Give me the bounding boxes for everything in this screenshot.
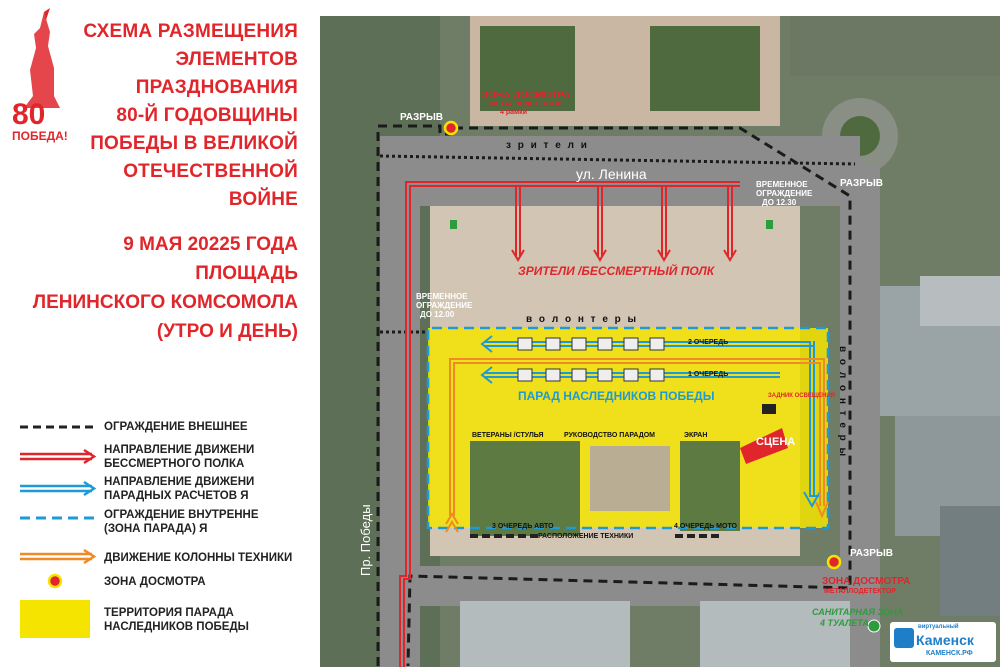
legend-label: ДВИЖЕНИЕ КОЛОННЫ ТЕХНИКИ xyxy=(104,552,293,564)
legend-line: НАПРАВЛЕНИЕ ДВИЖЕНИ xyxy=(104,476,255,488)
gap-label-right: РАЗРЫВ xyxy=(840,178,883,189)
sanitary-zone-label: САНИТАРНАЯ ЗОНА xyxy=(812,607,904,617)
dashed-black-line-icon xyxy=(18,417,98,437)
legend-label xyxy=(104,443,254,471)
title-line: СХЕМА РАЗМЕЩЕНИЯ xyxy=(83,21,298,42)
title-line: ПОБЕДЫ В ВЕЛИКОЙ xyxy=(90,133,298,154)
legend-label xyxy=(104,606,249,634)
veterans-label: ВЕТЕРАНЫ /СТУЛЬЯ xyxy=(472,432,544,439)
queue-label: 1 ОЧЕРЕДЬ xyxy=(688,371,729,378)
temp-fence-label: ВРЕМЕННОЕ xyxy=(416,292,468,301)
street-label: ул. Ленина xyxy=(576,166,647,182)
legend-outer-fence xyxy=(18,415,318,445)
legend-line: НАСЛЕДНИКОВ ПОБЕДЫ xyxy=(104,621,249,633)
gap-label-left: РАЗРЫВ xyxy=(400,112,443,123)
yellow-square-icon xyxy=(20,600,90,638)
queue-label: 2 ОЧЕРЕДЬ xyxy=(688,339,729,346)
queue-label: 3 ОЧЕРЕДЬ АВТО xyxy=(492,523,554,530)
spectators-label: з р и т е л и xyxy=(506,140,589,151)
event-date xyxy=(20,230,298,346)
legend-label: ОГРАЖДЕНИЕ ВНЕШНЕЕ xyxy=(104,421,248,433)
blue-arrow-icon xyxy=(18,479,98,499)
stage-small-label: ЗАДНИК ОСВЕЩЕНИЯ xyxy=(768,393,835,399)
inspection-zone-label-bottom: ЗОНА ДОСМОТРА xyxy=(822,576,911,587)
brand-small-label: виртуальный xyxy=(918,624,959,630)
date-line: (УТРО И ДЕНЬ) xyxy=(156,321,298,342)
screen-label: ЭКРАН xyxy=(684,432,708,439)
inspection-dot-icon xyxy=(18,571,98,591)
legend-line: ТЕРРИТОРИЯ ПАРАДА xyxy=(104,607,234,619)
page-title xyxy=(80,18,298,214)
brand-site-label: КАМЕНСК.РФ xyxy=(926,650,973,657)
legend-inspection xyxy=(18,571,318,601)
legend-inner-fence xyxy=(18,508,318,538)
temp-fence-label: ОГРАЖДЕНИЕ xyxy=(416,301,473,310)
parade-label: ПАРАД НАСЛЕДНИКОВ ПОБЕДЫ xyxy=(518,389,715,403)
info-panel xyxy=(0,0,320,667)
legend-line: НАПРАВЛЕНИЕ ДВИЖЕНИ xyxy=(104,444,255,456)
tech-location-label: РАСПОЛОЖЕНИЕ ТЕХНИКИ xyxy=(538,533,634,540)
metal-detector-label: МЕТАЛЛОДЕТЕКТОР xyxy=(824,588,896,595)
legend-parade-territory xyxy=(18,600,318,633)
inspection-point-bottom xyxy=(828,556,840,568)
prospect-label: Пр. Победы xyxy=(358,504,373,576)
date-line: ПЛОЩАДЬ xyxy=(195,263,298,284)
legend-line: ПАРАДНЫХ РАСЧЕТОВ Я xyxy=(104,490,249,502)
gap-label-bottom: РАЗРЫВ xyxy=(850,548,893,559)
victory-80-logo xyxy=(10,8,75,143)
frames-label: 4 рамки xyxy=(500,109,527,116)
legend-label xyxy=(104,475,254,503)
legend-line: ОГРАЖДЕНИЕ ВНУТРЕННЕ xyxy=(104,509,259,521)
title-line: ОТЕЧЕСТВЕННОЙ ВОЙНЕ xyxy=(123,161,298,210)
legend-line: (ЗОНА ПАРАДА) Я xyxy=(104,523,208,535)
temp-fence-label: ДО 12.30 xyxy=(762,198,797,207)
orange-arrow-icon xyxy=(18,547,98,567)
logo-number: 80 xyxy=(12,98,46,131)
dashed-blue-line-icon xyxy=(18,508,98,528)
red-arrow-icon xyxy=(18,447,98,467)
metal-detector-label: МЕТАЛЛОДЕТЕКТОР xyxy=(490,101,562,108)
satellite-map xyxy=(320,16,1000,667)
title-line: 80-Й ГОДОВЩИНЫ xyxy=(116,105,298,126)
temp-fence-label: ДО 12.00 xyxy=(420,310,455,319)
legend-label xyxy=(104,508,259,536)
toilets-label: 4 ТУАЛЕТА xyxy=(820,618,869,628)
inspection-zone-label-top: ЗОНА ДОСМОТРА xyxy=(482,90,571,101)
volunteers-label: в о л о н т е р ы xyxy=(526,314,639,325)
date-line: 9 МАЯ 20225 ГОДА xyxy=(123,234,298,255)
temp-fence-label: ВРЕМЕННОЕ xyxy=(756,180,808,189)
legend-label: ЗОНА ДОСМОТРА xyxy=(104,576,206,588)
leadership-label: РУКОВОДСТВО ПАРАДОМ xyxy=(564,432,656,439)
title-line: ПРАЗДНОВАНИЯ xyxy=(135,77,298,98)
stage-label: СЦЕНА xyxy=(756,436,796,448)
temp-fence-label: ОГРАЖДЕНИЕ xyxy=(756,189,813,198)
date-line: ЛЕНИНСКОГО КОМСОМОЛА xyxy=(32,292,298,313)
inspection-point-top xyxy=(445,122,457,134)
legend-parade-direction xyxy=(18,475,318,505)
spectators-polk-label: ЗРИТЕЛИ /БЕССМЕРТНЫЙ ПОЛК xyxy=(518,264,715,278)
title-line: ЭЛЕМЕНТОВ xyxy=(175,49,298,70)
legend-polk-direction xyxy=(18,443,318,473)
brand-label: Каменск xyxy=(916,632,974,648)
logo-word: ПОБЕДА! xyxy=(12,129,68,143)
queue-label: 4 ОЧЕРЕДЬ МОТО xyxy=(674,523,737,530)
legend-line: БЕССМЕРТНОГО ПОЛКА xyxy=(104,458,245,470)
volunteers-side-label: в о л о н т е р ы xyxy=(837,346,848,459)
